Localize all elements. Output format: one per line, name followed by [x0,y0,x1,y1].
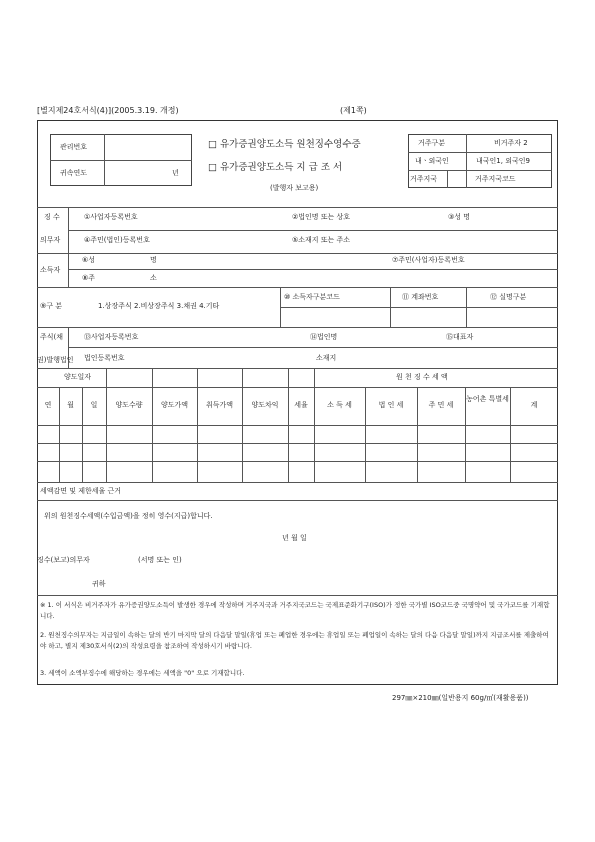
obligor-label: 징수(보고)의무자 [37,556,90,564]
resident-type-label: 거주구분 [418,139,446,147]
issuer-location-field[interactable]: 소재지 [316,354,337,362]
classification-options[interactable]: 1.상장주식 2.비상장주식 3.채권 4.기타 [98,302,220,310]
table-divider [314,368,315,482]
table-divider [288,368,289,482]
issue-date[interactable]: 년 월 일 [282,534,307,542]
classification-label: ⑨구 분 [40,302,63,310]
issuer-rep-field[interactable]: ⑮대표자 [446,333,474,341]
real-name-field[interactable]: ⑫ 실명구분 [490,293,527,301]
table-header-cell: 세율 [294,401,308,409]
title-receipt[interactable]: □ 유가증권양도소득 원천징수영수증 [208,139,361,150]
signature-field[interactable]: (서명 또는 인) [138,556,182,564]
withholding-tax-group: 원 천 징 수 세 액 [396,373,448,381]
residence-country-code-label: 거주지국코드 [475,175,516,183]
table-header-cell: 양도차익 [251,401,279,409]
table-header-cell: 농어촌 특별세 [466,395,509,403]
account-number-field[interactable]: ⑪ 계좌번호 [402,293,439,301]
year-unit: 년 [172,169,179,177]
confirmation-text: 위의 원천징수세액(수입금액)을 정히 영수(지급)합니다. [44,512,213,520]
earner-name-field-2: 명 [150,256,157,264]
earner-name-field[interactable]: ⑥성 [82,256,96,264]
form-reference: [별지제24호서식(4)](2005.3.19. 개정) [37,106,179,115]
earner-id-no-field[interactable]: ⑦주민(사업자)등록번호 [392,256,465,264]
issuer-biz-no-field[interactable]: ⑬사업자등록번호 [84,333,139,341]
earner-label: 소득자 [40,266,61,274]
table-divider [152,368,153,482]
note-3: 3. 세액이 소액부징수에 해당하는 경우에는 세액을 "0" 으로 기재합니다. [40,669,245,677]
nationality-value: 내국인1, 외국인9 [476,157,530,165]
table-header-cell: 소 득 세 [327,401,352,409]
table-header-cell: 계 [530,401,538,409]
nationality-label: 내ㆍ외국인 [415,157,449,165]
table-header-cell: 주 민 세 [428,401,454,409]
table-divider [106,368,107,387]
earner-address-field[interactable]: ⑧주 [82,274,96,282]
withholder-label: 징 수 [44,213,60,221]
residence-country-label: 거주지국 [410,175,438,183]
table-divider [242,368,243,482]
page-number: (제1쪽) [340,106,367,115]
withholder-label-2: 의무자 [40,236,61,244]
note-1: ※ 1. 이 서식은 비거주자가 유가증권양도소득이 발생한 경우에 작성하며 거주지국과 거주지국코드는 국제표준화기구(ISO)가 정한 국가별 ISO코드중 국명약어 및 국가코드를 기재합니다. [40,601,550,620]
note-2: 2. 원천징수의무자는 지급일이 속하는 달의 반기 마지막 달의 다음달 말일(휴업 또는 폐업한 경우에는 휴업일 또는 폐업일이 속하는 달의 다음 다음달 말일)까지 지급조서를 제출하여야 하고, 별지 제30호서식(2)의 작성요령을 참조하여 작성하시기 바랍니다. [40,631,549,650]
table-header-cell: 법 인 세 [378,401,404,409]
issuer-corp-reg-field[interactable]: 법인등록번호 [84,354,125,362]
issuer-label-2: 권)발행법인 [37,356,74,364]
issuer-corp-name-field[interactable]: ⑭법인명 [310,333,338,341]
recipient-label: 귀하 [92,580,106,588]
table-header-cell: 취득가액 [205,401,234,409]
table-header-cell: 연 [44,401,52,409]
withholder-id-no-field[interactable]: ④주민(법인)등록번호 [84,236,150,244]
withholder-biz-no-field[interactable]: ①사업자등록번호 [84,213,138,221]
table-header-cell: 일 [90,401,98,409]
attribution-year-label: 귀속연도 [60,169,88,177]
reduction-basis-label: 세액감면 및 제한세율 근거 [40,487,122,495]
withholder-corp-name-field[interactable]: ②법인명 또는 상호 [292,213,351,221]
table-header-cell: 월 [67,401,74,409]
earner-address-field-2: 소 [150,274,157,282]
title-subtitle: (발행자 보고용) [270,184,319,192]
title-statement[interactable]: □ 유가증권양도소득 지 급 조 서 [208,162,343,173]
withholder-rep-name-field[interactable]: ③성 명 [448,213,471,221]
table-header-cell: 양도수량 [115,401,143,409]
table-header-cell: 양도가액 [160,401,189,409]
withholder-address-field[interactable]: ⑤소재지 또는 주소 [292,236,351,244]
transfer-date-group: 양도일자 [64,373,92,381]
paper-spec: 297㎜×210㎜(일반용지 60g/㎡(재활용품)) [392,694,529,702]
table-divider [197,368,198,482]
resident-type-value: 비거주자 2 [494,139,528,147]
income-code-field[interactable]: ⑩ 소득자구분코드 [284,293,340,301]
management-number-label: 관리번호 [60,143,88,151]
issuer-label: 주식(채 [40,333,64,341]
